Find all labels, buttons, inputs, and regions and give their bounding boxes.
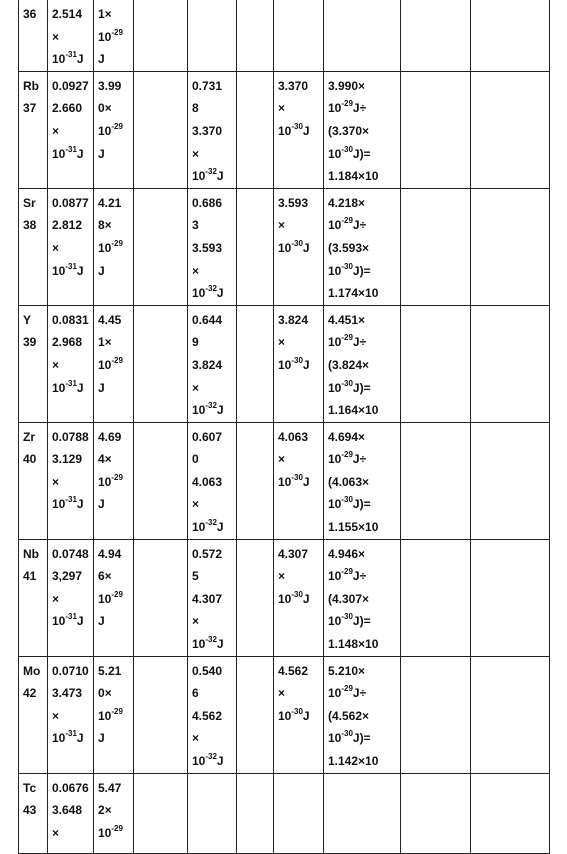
cell-line: ×	[52, 474, 60, 489]
table-cell	[237, 305, 274, 422]
cell-line: 5	[192, 569, 199, 584]
cell-line: $10^{-30}J$	[278, 706, 310, 723]
table-cell	[188, 71, 237, 188]
cell-line: ×	[192, 380, 200, 395]
cell-line: 3.990×	[328, 78, 366, 93]
table-cell	[19, 188, 48, 305]
table-cell	[134, 305, 188, 422]
cell-line: J	[98, 146, 105, 161]
cell-line: 4×	[98, 452, 112, 467]
table-cell	[471, 305, 550, 422]
cell-line: 0.572	[192, 546, 223, 561]
table-cell	[94, 539, 134, 656]
table-cell	[471, 773, 550, 853]
cell-line: $10^{-29}$	[98, 355, 123, 372]
cell-line: J	[98, 52, 105, 67]
cell-line: ×	[278, 569, 286, 584]
cell-line: $10^{-31}J$	[52, 495, 84, 512]
cell-line: $10^{-30}J$	[278, 589, 310, 606]
cell-line: 2.812	[52, 218, 83, 233]
data-table	[18, 0, 550, 854]
cell-line: 43	[23, 803, 37, 818]
table-cell	[471, 0, 550, 71]
table-cell	[324, 188, 401, 305]
cell-line: 6	[192, 686, 199, 701]
cell-line: J	[98, 380, 105, 395]
table-cell	[134, 422, 188, 539]
cell-line: $10^{-30}J)=$	[328, 495, 371, 512]
table-cell	[401, 305, 471, 422]
table-cell	[19, 305, 48, 422]
cell-line: $10^{-29}$	[98, 706, 123, 723]
cell-line: Zr	[23, 429, 35, 444]
cell-line: (4.562×	[328, 708, 370, 723]
table-cell	[324, 0, 401, 71]
table-cell	[274, 71, 324, 188]
table-cell	[274, 188, 324, 305]
table-cell	[401, 0, 471, 71]
table-cell	[237, 188, 274, 305]
table-cell	[324, 539, 401, 656]
table-cell	[274, 539, 324, 656]
cell-line: $10^{-29}$	[98, 238, 123, 255]
table-cell	[324, 71, 401, 188]
cell-line: 4.94	[98, 546, 122, 561]
cell-line: $10^{-29}J\div$	[328, 99, 367, 116]
cell-line: 3.99	[98, 78, 122, 93]
table-row	[19, 71, 550, 188]
cell-line: $10^{-32}J$	[192, 752, 224, 768]
cell-line: $10^{-32}J$	[192, 518, 224, 535]
cell-line: 1.155×10	[328, 520, 379, 535]
cell-line: $10^{-29}J\div$	[328, 216, 367, 233]
cell-line: $10^{-31}J$	[52, 144, 84, 161]
cell-line: 0.0927	[52, 78, 89, 93]
cell-line: 0.0676	[52, 780, 89, 795]
table-cell	[237, 0, 274, 71]
cell-line: 0.686	[192, 195, 223, 210]
table-cell	[48, 422, 94, 539]
cell-line: ×	[52, 240, 60, 255]
table-cell	[134, 656, 188, 773]
cell-line: ×	[52, 123, 60, 138]
cell-line: ×	[52, 29, 60, 44]
cell-line: ×	[52, 357, 60, 372]
cell-line: ×	[52, 591, 60, 606]
cell-line: $10^{-30}J)=$	[328, 729, 371, 746]
cell-line: $10^{-29}J\div$	[328, 450, 367, 467]
table-row	[19, 773, 550, 853]
cell-line: 3.370	[192, 123, 223, 138]
table-cell	[274, 656, 324, 773]
cell-line: $10^{-29}J\div$	[328, 567, 367, 584]
table-cell	[48, 0, 94, 71]
cell-line: ×	[52, 708, 60, 723]
cell-line: Mo	[23, 663, 41, 678]
table-cell	[274, 773, 324, 853]
cell-line: 40	[23, 452, 37, 467]
table-cell	[48, 305, 94, 422]
cell-line: 6×	[98, 569, 112, 584]
cell-line: $10^{-29}$	[98, 472, 123, 489]
cell-line: J	[98, 731, 105, 746]
cell-line: ×	[192, 731, 200, 746]
cell-line: $10^{-29}J\div$	[328, 333, 367, 350]
cell-line: Sr	[23, 195, 36, 210]
cell-line: $10^{-29}$	[98, 823, 123, 840]
cell-line: $10^{-31}J$	[52, 729, 84, 746]
table-cell	[471, 656, 550, 773]
cell-line: 0.0710	[52, 663, 89, 678]
cell-line: ×	[192, 497, 200, 512]
table-cell	[19, 773, 48, 853]
document-page	[18, 0, 549, 840]
table-cell	[19, 422, 48, 539]
cell-line: 3.648	[52, 803, 83, 818]
cell-line: 4.694×	[328, 429, 366, 444]
cell-line: $10^{-30}J)=$	[328, 144, 371, 161]
table-cell	[188, 305, 237, 422]
table-cell	[324, 305, 401, 422]
cell-line: $10^{-31}J$	[52, 378, 84, 395]
cell-line: ×	[52, 825, 60, 840]
table-cell	[237, 71, 274, 188]
cell-line: $10^{-30}J$	[278, 472, 310, 489]
cell-line: $10^{-31}J$	[52, 261, 84, 278]
table-cell	[237, 539, 274, 656]
cell-line: 1.174×10	[328, 286, 379, 301]
cell-line: 0	[192, 452, 199, 467]
cell-line: 3,297	[52, 569, 83, 584]
cell-line: J	[98, 614, 105, 629]
cell-line: 1.164×10	[328, 403, 379, 418]
table-row	[19, 539, 550, 656]
cell-line: 8	[192, 101, 199, 116]
table-row	[19, 188, 550, 305]
table-cell	[19, 71, 48, 188]
table-cell	[134, 539, 188, 656]
cell-line: 4.451×	[328, 312, 366, 327]
table-cell	[94, 71, 134, 188]
table-cell	[471, 71, 550, 188]
cell-line: 1×	[98, 7, 112, 21]
cell-line: (3.593×	[328, 240, 370, 255]
cell-line: 5.21	[98, 663, 122, 678]
cell-line: 37	[23, 101, 37, 116]
table-cell	[48, 188, 94, 305]
table-cell	[188, 0, 237, 71]
table-cell	[94, 188, 134, 305]
cell-line: ×	[192, 263, 200, 278]
cell-line: ×	[192, 614, 200, 629]
cell-line: J	[98, 263, 105, 278]
cell-line: 2×	[98, 803, 112, 818]
cell-line: 0.540	[192, 663, 223, 678]
cell-line: 4.307	[278, 546, 309, 561]
table-cell	[94, 656, 134, 773]
table-cell	[134, 188, 188, 305]
cell-line: (3.370×	[328, 123, 370, 138]
cell-line: ×	[278, 686, 286, 701]
table-cell	[471, 422, 550, 539]
cell-line: 3.824	[278, 312, 309, 327]
cell-line: 0.731	[192, 78, 223, 93]
cell-line: ×	[278, 218, 286, 233]
cell-line: 41	[23, 569, 37, 584]
cell-line: 3.370	[278, 78, 309, 93]
cell-line: 8×	[98, 218, 112, 233]
table-cell	[237, 656, 274, 773]
cell-line: $10^{-32}J$	[192, 167, 224, 184]
cell-line: 1.148×10	[328, 637, 379, 652]
table-cell	[188, 656, 237, 773]
cell-line: 3.593	[192, 240, 223, 255]
table-row	[19, 656, 550, 773]
cell-line: 3.824	[192, 357, 223, 372]
table-cell	[401, 188, 471, 305]
table-cell	[188, 422, 237, 539]
cell-line: $10^{-30}J)=$	[328, 378, 371, 395]
table-cell	[237, 773, 274, 853]
cell-line: 0.644	[192, 312, 223, 327]
cell-line: 38	[23, 218, 37, 233]
cell-line: $10^{-30}J$	[278, 121, 310, 138]
table-cell	[324, 656, 401, 773]
table-cell	[134, 773, 188, 853]
table-cell	[401, 773, 471, 853]
cell-line: $10^{-29}J\div$	[328, 684, 367, 701]
table-cell	[134, 0, 188, 71]
table-cell	[471, 539, 550, 656]
table-body	[19, 0, 550, 853]
cell-line: ×	[192, 146, 200, 161]
cell-line: 2.514	[52, 7, 83, 21]
table-cell	[274, 0, 324, 71]
cell-line: 42	[23, 686, 37, 701]
cell-line: $10^{-30}J$	[278, 355, 310, 372]
cell-line: $10^{-32}J$	[192, 635, 224, 652]
cell-line: 0.0877	[52, 195, 89, 210]
table-cell	[48, 71, 94, 188]
cell-line: $10^{-30}J)=$	[328, 261, 371, 278]
table-cell	[324, 422, 401, 539]
table-cell	[188, 188, 237, 305]
cell-line: 4.45	[98, 312, 122, 327]
table-cell	[401, 539, 471, 656]
table-cell	[134, 71, 188, 188]
cell-line: 4.562	[278, 663, 309, 678]
cell-line: 39	[23, 335, 37, 350]
cell-line: $10^{-32}J$	[192, 284, 224, 301]
cell-line: 1.184×10	[328, 169, 379, 184]
cell-line: 4.218×	[328, 195, 366, 210]
cell-line: 3.129	[52, 452, 83, 467]
cell-line: 4.946×	[328, 546, 366, 561]
cell-line: $10^{-29}$	[98, 121, 123, 138]
cell-line: ×	[278, 101, 286, 116]
cell-line: $10^{-30}J)=$	[328, 612, 371, 629]
cell-line: 0×	[98, 101, 112, 116]
cell-line: Tc	[23, 780, 37, 795]
cell-line: 4.69	[98, 429, 122, 444]
cell-line: 5.210×	[328, 663, 366, 678]
cell-line: 9	[192, 335, 199, 350]
cell-line: 1×	[98, 335, 112, 350]
table-row	[19, 0, 550, 71]
table-cell	[237, 422, 274, 539]
table-cell	[401, 71, 471, 188]
cell-line: 3.473	[52, 686, 83, 701]
table-cell	[188, 773, 237, 853]
table-cell	[19, 0, 48, 71]
table-cell	[19, 539, 48, 656]
table-cell	[94, 773, 134, 853]
cell-line: 2.968	[52, 335, 83, 350]
cell-line: J	[98, 497, 105, 512]
cell-line: 4.562	[192, 708, 223, 723]
table-row	[19, 305, 550, 422]
cell-line: 0.0748	[52, 546, 89, 561]
cell-line: 3	[192, 218, 199, 233]
cell-line: $10^{-30}J$	[278, 238, 310, 255]
cell-line: 0.607	[192, 429, 223, 444]
cell-line: 0×	[98, 686, 112, 701]
cell-line: 0.0788	[52, 429, 89, 444]
cell-line: 2.660	[52, 101, 83, 116]
cell-line: 4.063	[192, 474, 223, 489]
cell-line: 4.21	[98, 195, 122, 210]
cell-line: 36	[23, 7, 37, 21]
cell-line: $10^{-32}J$	[192, 401, 224, 418]
cell-line: $10^{-31}J$	[52, 50, 84, 67]
cell-line: 1.142×10	[328, 754, 379, 768]
table-cell	[94, 422, 134, 539]
table-row	[19, 422, 550, 539]
cell-line: $10^{-29}$	[98, 27, 123, 44]
cell-line: $10^{-29}$	[98, 589, 123, 606]
table-cell	[274, 305, 324, 422]
table-cell	[48, 773, 94, 853]
table-cell	[19, 656, 48, 773]
cell-line: (4.063×	[328, 474, 370, 489]
cell-line: 3.593	[278, 195, 309, 210]
cell-line: $10^{-31}J$	[52, 612, 84, 629]
cell-line: Nb	[23, 546, 39, 561]
table-cell	[94, 0, 134, 71]
table-cell	[324, 773, 401, 853]
cell-line: 5.47	[98, 780, 122, 795]
cell-line: 0.0831	[52, 312, 89, 327]
cell-line: (4.307×	[328, 591, 370, 606]
table-cell	[401, 656, 471, 773]
table-cell	[401, 422, 471, 539]
cell-line: ×	[278, 452, 286, 467]
table-cell	[48, 656, 94, 773]
cell-line: 4.063	[278, 429, 309, 444]
table-cell	[94, 305, 134, 422]
cell-line: 4.307	[192, 591, 223, 606]
cell-line: ×	[278, 335, 286, 350]
table-cell	[188, 539, 237, 656]
table-cell	[274, 422, 324, 539]
table-cell	[48, 539, 94, 656]
table-cell	[471, 188, 550, 305]
cell-line: Rb	[23, 78, 39, 93]
cell-line: Y	[23, 312, 32, 327]
cell-line: (3.824×	[328, 357, 370, 372]
